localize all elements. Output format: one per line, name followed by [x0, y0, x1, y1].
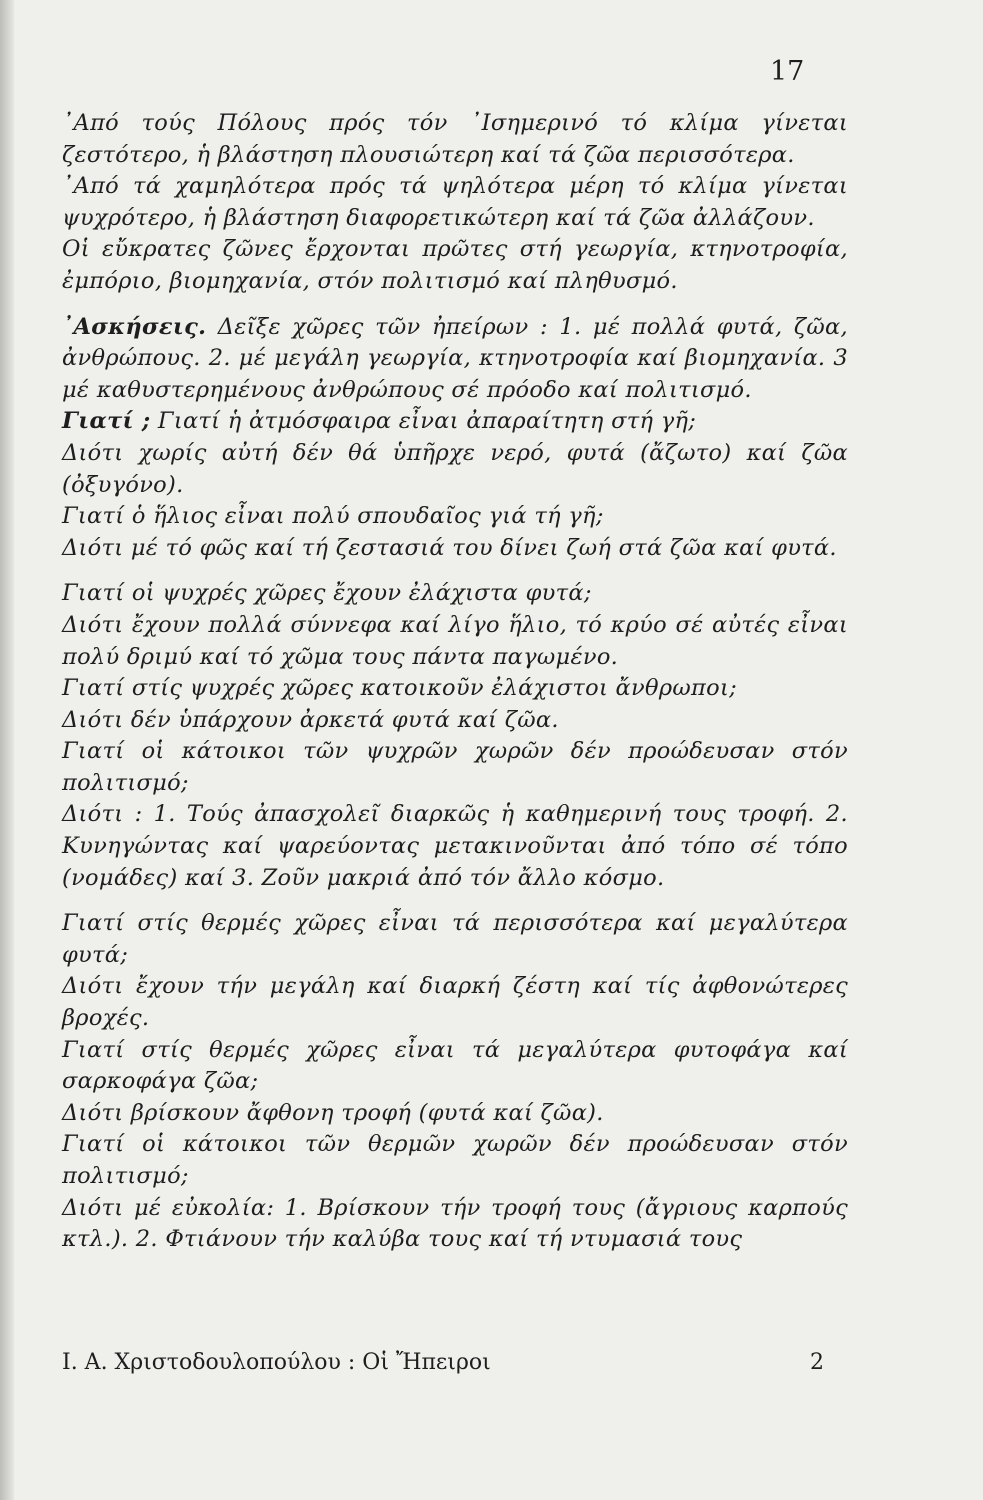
qa-answer: Διότι χωρίς αὐτή δέν θά ὑπῆρχε νερό, φυτά (ἄζωτο) καί ζῶα (ὀξυγόνο).: [62, 439, 848, 498]
qa-answer: Διότι ἔχουν τήν μεγάλη καί διαρκή ζέστη καί τίς ἀφθονώτερες βροχές.: [62, 973, 848, 1032]
exercises-text: Δεῖξε χῶρες τῶν ἠπείρων : 1. μέ πολλά φυτά, ζῶα, ἀνθρώπους. 2. μέ μεγάλη γεωργία, κτηνοτροφία καί βιομηχανία. 3 μέ καθυστερημένους ἀνθρώπους σέ πρόοδο καί πολιτισμό.: [62, 313, 849, 403]
qa-question: Γιατί ; Γιατί ἡ ἀτμόσφαιρα εἶναι ἀπαραίτητη στή γῆ;: [62, 408, 697, 435]
paragraph: ᾿Από τούς Πόλους πρός τόν ᾿Ισημερινό τό κλίμα γίνεται ζεστότερο, ἡ βλάστηση πλουσιώτερη καί τά ζῶα περισσότερα.: [62, 110, 848, 168]
binding-edge: [0, 0, 14, 1500]
why-label: Γιατί ;: [62, 408, 151, 435]
qa-answer: Διότι δέν ὑπάρχουν ἀρκετά φυτά καί ζῶα.: [62, 706, 559, 733]
qa-answer: Διότι μέ τό φῶς καί τή ζεστασιά του δίνει ζωή στά ζῶα καί φυτά.: [62, 534, 837, 561]
qa-question: Γιατί στίς θερμές χῶρες εἶναι τά μεγαλύτερα φυτοφάγα καί σαρκοφάγα ζῶα;: [62, 1036, 848, 1095]
qa-question: Γιατί οἱ κάτοικοι τῶν θερμῶν χωρῶν δέν προώδευσαν στόν πολιτισμό;: [62, 1131, 848, 1189]
qa-answer: Διότι μέ εὐκολία: 1. Βρίσκουν τήν τροφή τους (ἄγριους καρπούς κτλ.). 2. Φτιάνουν τήν καλύβα τους καί τή ντυμασιά τους: [62, 1194, 848, 1253]
qa-question: Γιατί ὁ ἥλιος εἶναι πολύ σπουδαῖος γιά τή γῆ;: [62, 503, 604, 530]
qa-question: Γιατί στίς ψυχρές χῶρες κατοικοῦν ἐλάχιστοι ἄνθρωποι;: [62, 675, 737, 702]
page-number: 17: [770, 56, 805, 87]
qa-answer: Διότι ἔχουν πολλά σύννεφα καί λίγο ἥλιο, τό κρύο σέ αὐτές εἶναι πολύ δριμύ καί τό χῶμα τους πάντα παγωμένο.: [62, 611, 848, 670]
exercises-paragraph: [62, 312, 848, 407]
qa-question: Γιατί στίς θερμές χῶρες εἶναι τά περισσότερα καί μεγαλύτερα φυτά;: [62, 910, 848, 968]
page-body: [62, 108, 848, 1256]
paragraph: ᾿Από τά χαμηλότερα πρός τά ψηλότερα μέρη τό κλίμα γίνεται ψυχρότερο, ἡ βλάστηση διαφορετικώτερη καί τά ζῶα ἀλλάζουν.: [62, 173, 848, 231]
signature-mark: 2: [810, 1350, 824, 1375]
page-footer: [62, 1350, 824, 1375]
footer-author: Ι. Α. Χριστοδουλοπούλου : Οἱ Ἤπειροι: [62, 1350, 491, 1375]
exercises-label: ᾿Ασκήσεις.: [62, 313, 207, 340]
qa-question: Γιατί οἱ ψυχρές χῶρες ἔχουν ἐλάχιστα φυτά;: [62, 580, 592, 607]
paragraph: Οἱ εὔκρατες ζῶνες ἔρχονται πρῶτες στή γεωργία, κτηνοτροφία, ἐμπόριο, βιομηχανία, στόν πολιτισμό καί πληθυσμό.: [62, 236, 848, 294]
qa-question: Γιατί οἱ κάτοικοι τῶν ψυχρῶν χωρῶν δέν προώδευσαν στόν πολιτισμό;: [62, 738, 848, 796]
qa-answer: Διότι : 1. Τούς ἀπασχολεῖ διαρκῶς ἡ καθημερινή τους τροφή. 2. Κυνηγώντας καί ψαρεύοντας μετακινοῦνται ἀπό τόπο σέ τόπο (νομάδες) καί 3. Ζοῦν μακριά ἀπό τόν ἄλλο κόσμο.: [62, 801, 848, 891]
qa-answer: Διότι βρίσκουν ἄφθονη τροφή (φυτά καί ζῶα).: [62, 1099, 604, 1126]
